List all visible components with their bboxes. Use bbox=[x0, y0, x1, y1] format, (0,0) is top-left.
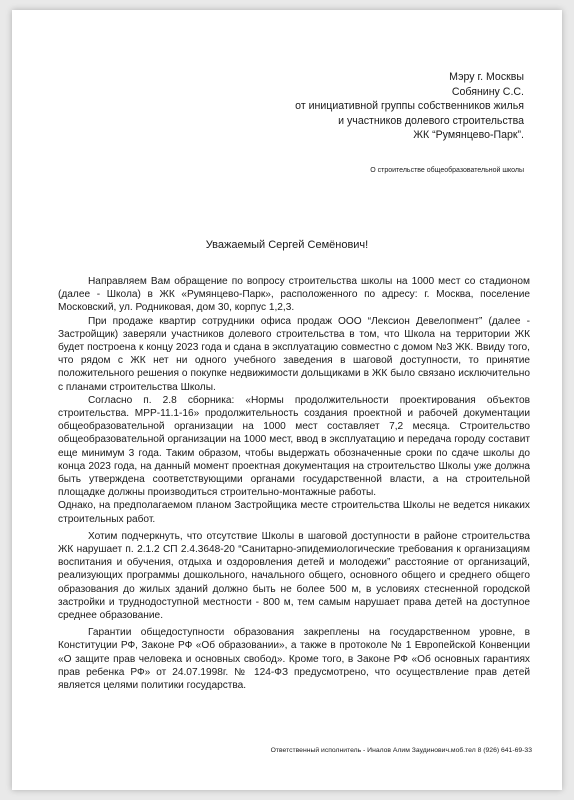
body-paragraph: Гарантии общедоступности образования закреплены на государственном уровне, в Конституции РФ, Законе РФ «Об образовании», а также в протоколе № 1 Европейской Конвенции «О защите прав человека и основных свобод». Кроме того, в Законе РФ «Об основных гарантиях прав ребенка РФ» от 24.07.1998г. № 124-ФЗ предусмотрено, что осуществление прав детей является целями политики государства. bbox=[58, 627, 530, 692]
addressee-block bbox=[204, 70, 524, 143]
body-paragraph: При продаже квартир сотрудники офиса продаж ООО “Лексион Девелопмент” (далее - Застройщик) заверяли участников долевого строительства в том, что Школа на территории ЖК будет построена к концу 2023 года и сдана в эксплуатацию совместно с домом №3 ЖК. Ввиду того, что рядом с ЖК нет ни одного учебного заведения в шаговой доступности, то принятие положительного решения о покупке недвижимости дольщиками в ЖК было связано исключительно с планами строительства Школы. bbox=[58, 315, 530, 393]
letter-body bbox=[58, 275, 530, 692]
addressee-line: и участников долевого строительства bbox=[338, 114, 524, 127]
body-paragraph: Хотим подчеркнуть, что отсутствие Школы в шаговой доступности в районе строительства ЖК нарушает п. 2.1.2 СП 2.4.3648-20 “Санитарно-эпидемиологические требования к организациям воспитания и обучения, отдыха и оздоровления детей и молодежи” расстояние от организаций, реализующих программы дошкольного, начального общего, основного общего и среднего общего образования до жилых зданий должно быть не более 500 м, в условиях стесненной городской застройки и труднодоступной местности - 800 м, тем самым нарушает права детей на доступное среднее образование. bbox=[58, 530, 530, 622]
salutation: Уважаемый Сергей Семёнович! bbox=[205, 239, 369, 251]
body-paragraph: Однако, на предполагаемом планом Застройщика месте строительства Школы не ведется никаких строительных работ. bbox=[58, 500, 530, 525]
body-paragraph: Направляем Вам обращение по вопросу строительства школы на 1000 мест со стадионом (далее - Школа) в ЖК «Румянцево-Парк», расположенного по адресу: г. Москва, поселение Московский, ул. Родниковая, дом 30, корпус 1,2,3. bbox=[58, 276, 530, 314]
responsible-executor-footer: Ответственный исполнитель - Иналов Алим Заудинович.моб.тел 8 (926) 641-69-33 bbox=[270, 747, 532, 754]
document-page bbox=[12, 10, 562, 790]
body-paragraph: Согласно п. 2.8 сборника: «Нормы продолжительности проектирования объектов строительства. МРР-11.1-16» продолжительность создания проектной и рабочей документации общеобразовательной организации на 1000 мест составляет 7,2 месяца. Строительство общеобразовательной организации на 1000 мест, ввод в эксплуатацию и передача городу составит еще минимум 3 года. Таким образом, чтобы выдержать обозначенные сроки по сдаче школы до конца 2023 года, на данный момент проектная документация на строительство Школы уже должна быть утверждена соответствующими органами государственной власти, а на строительной площадке должны производиться строительно-монтажные работы. bbox=[58, 394, 530, 499]
addressee-line: Мэру г. Москвы bbox=[449, 71, 524, 83]
addressee-line: ЖК “Румянцево-Парк”. bbox=[413, 129, 524, 142]
addressee-line: от инициативной группы собственников жилья bbox=[295, 100, 524, 113]
addressee-line: Собянину С.С. bbox=[451, 85, 524, 98]
subject-line: О строительстве общеобразовательной школы bbox=[370, 167, 524, 174]
